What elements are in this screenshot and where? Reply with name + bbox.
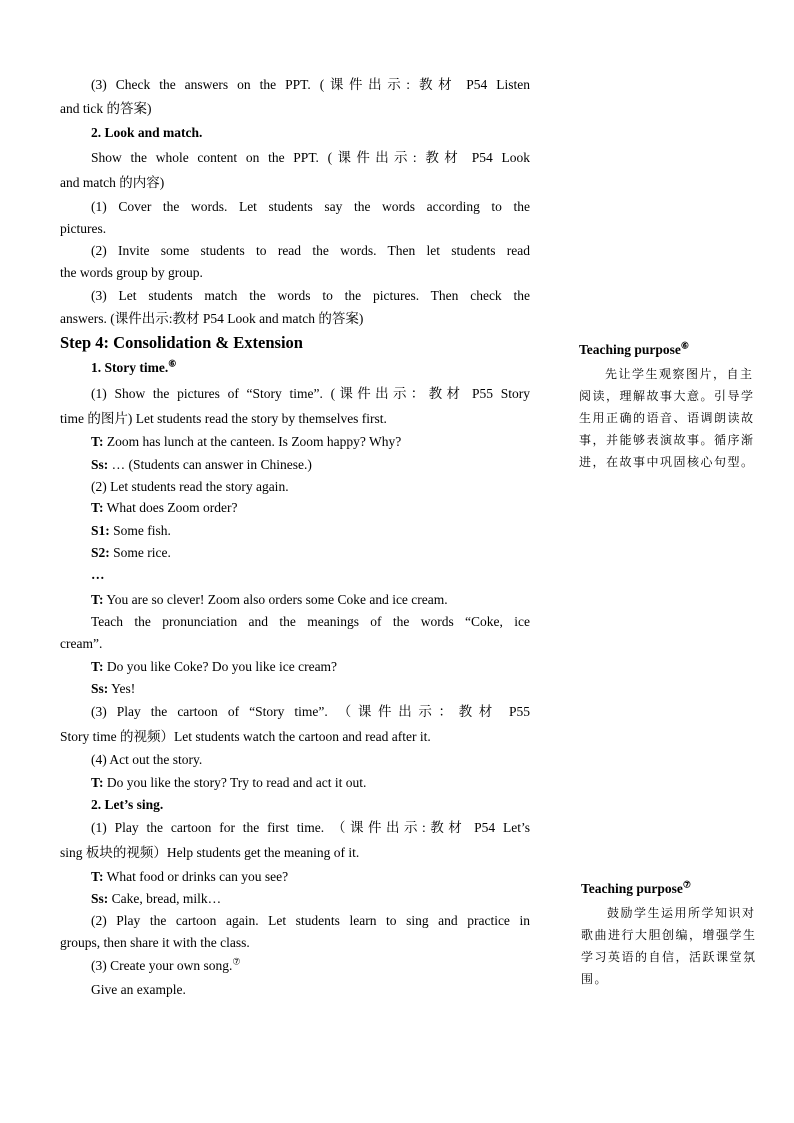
section-heading: 1. Story time.⑥ — [91, 358, 177, 375]
dialogue-line: S2: Some rice. — [91, 545, 171, 560]
dialogue-line: S1: Some fish. — [91, 523, 171, 538]
section-heading: 2. Let’s sing. — [91, 797, 164, 812]
dialogue-line: T: Do you like the story? Try to read and act it out. — [91, 775, 367, 790]
text-line: (3) Create your own song.⑦ — [91, 956, 241, 973]
text-line: (3) Let students match the words to the pictures. Then check the — [91, 288, 530, 303]
text-line: Show the whole content on the PPT. (课件出示: 教材 P54 Look — [91, 150, 530, 165]
text-line: (2) Invite some students to read the words. Then let students read — [91, 243, 530, 258]
note-body: 先让学生观察图片，自主阅读，理解故事大意。引导学生用正确的语音、语调朗读故事，并能够表演故事。循序渐进，在故事中巩固核心句型。 — [579, 367, 755, 469]
text-line: (1) Show the pictures of “Story time”. (课件出示：教材 P55 Story — [91, 386, 530, 401]
text-line: and match 的内容) — [60, 175, 165, 190]
text-line: (1) Cover the words. Let students say the words according to the — [91, 199, 530, 214]
note-title: Teaching purpose⑥ — [579, 340, 689, 357]
step-heading: Step 4: Consolidation & Extension — [60, 333, 303, 352]
footnote-marker: ⑦ — [682, 879, 691, 890]
dialogue-line: T: You are so clever! Zoom also orders some Coke and ice cream. — [91, 592, 448, 607]
text-line: sing 板块的视频）Help students get the meaning of it. — [60, 845, 360, 860]
text-line: cream”. — [60, 636, 103, 651]
dialogue-line: T: Do you like Coke? Do you like ice cream? — [91, 659, 338, 674]
ellipsis-line: … — [91, 567, 105, 582]
text-line: (4) Act out the story. — [91, 752, 203, 767]
section-heading: 2. Look and match. — [91, 125, 203, 140]
dialogue-line: Ss: Cake, bread, milk… — [91, 891, 222, 906]
text-line: (1) Play the cartoon for the first time. （课件出示:教材 P54 Let’s — [91, 820, 530, 835]
text-line: the words group by group. — [60, 265, 203, 280]
footnote-marker: ⑥ — [680, 340, 689, 351]
note-body: 鼓励学生运用所学知识对歌曲进行大胆创编，增强学生学习英语的自信，活跃课堂氛围。 — [581, 906, 757, 986]
text-line: Give an example. — [91, 982, 186, 997]
dialogue-line: Ss: … (Students can answer in Chinese.) — [91, 457, 312, 472]
text-line: (2) Play the cartoon again. Let students learn to sing and practice in — [91, 913, 530, 928]
dialogue-line: Ss: Yes! — [91, 681, 136, 696]
footnote-marker: ⑥ — [168, 358, 177, 369]
text-line: pictures. — [60, 221, 107, 236]
text-line: (3) Play the cartoon of “Story time”. （课件出示：教材 P55 — [91, 704, 530, 719]
dialogue-line: T: Zoom has lunch at the canteen. Is Zoom happy? Why? — [91, 434, 402, 449]
teaching-purpose-note — [579, 341, 759, 473]
text-line: Teach the pronunciation and the meanings of the words “Coke, ice — [91, 614, 530, 629]
dialogue-line: T: What does Zoom order? — [91, 500, 238, 515]
text-line: time 的图片) Let students read the story by themselves first. — [60, 411, 387, 426]
note-title: Teaching purpose⑦ — [581, 879, 691, 896]
text-line: (3) Check the answers on the PPT. (课件出示: 教材 P54 Listen — [91, 77, 530, 92]
footnote-marker: ⑦ — [232, 956, 241, 967]
text-line: Story time 的视频）Let students watch the cartoon and read after it. — [60, 729, 431, 744]
text-line: (2) Let students read the story again. — [91, 479, 289, 494]
text-line: groups, then share it with the class. — [60, 935, 250, 950]
teaching-purpose-note — [581, 880, 761, 990]
text-line: and tick 的答案) — [60, 101, 152, 116]
dialogue-line: T: What food or drinks can you see? — [91, 869, 289, 884]
text-line: answers. (课件出示:教材 P54 Look and match 的答案) — [60, 311, 364, 326]
